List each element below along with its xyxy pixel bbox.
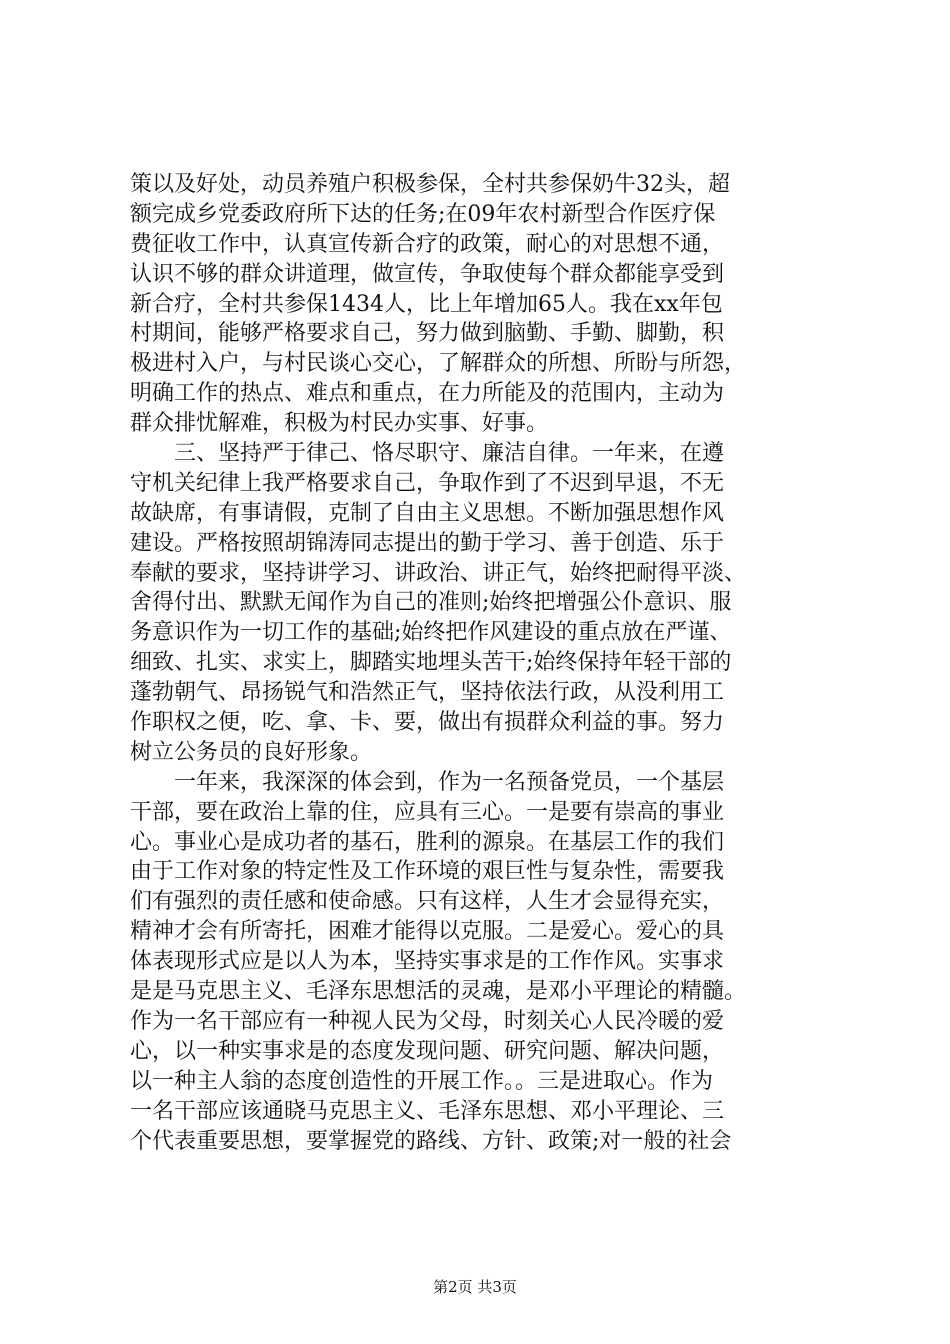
text-line: 精神才会有所寄托，困难才能得以克服。二是爱心。爱心的具	[130, 919, 725, 945]
text-line: 心。事业心是成功者的基石，胜利的源泉。在基层工作的我们	[130, 829, 725, 855]
text-line: 心，以一种实事求是的态度发现问题、研究问题、解决问题，	[130, 1038, 725, 1064]
text-line: 树立公务员的良好形象。	[130, 739, 373, 765]
text-line: 蓬勃朝气、昂扬锐气和浩然正气，坚持依法行政，从没利用工	[130, 680, 725, 706]
text-line: 新合疗，全村共参保1434人，比上年增加65人。我在xx年包	[130, 291, 723, 317]
text-line: 作为一名干部应有一种视人民为父母，时刻关心人民冷暖的爱	[130, 1008, 725, 1034]
text-line: 一名干部应该通晓马克思主义、毛泽东思想、邓小平理论、三	[130, 1098, 725, 1124]
text-line: 额完成乡党委政府所下达的任务;在09年农村新型合作医疗保	[130, 201, 716, 227]
text-line: 务意识作为一切工作的基础;始终把作风建设的重点放在严谨、	[130, 620, 732, 646]
text-line: 们有强烈的责任感和使命感。只有这样，人生才会显得充实，	[130, 889, 725, 915]
text-line: 以一种主人翁的态度创造性的开展工作。。三是进取心。作为	[130, 1068, 714, 1094]
text-line: 策以及好处，动员养殖户积极参保，全村共参保奶牛32头，超	[130, 172, 730, 197]
text-line: 费征收工作中，认真宣传新合疗的政策，耐心的对思想不通，	[130, 231, 725, 257]
text-line: 细致、扎实、求实上，脚踏实地埋头苦干;始终保持年轻干部的	[130, 650, 732, 676]
text-line: 是是马克思主义、毛泽东思想活的灵魂，是邓小平理论的精髓。	[130, 979, 747, 1005]
text-line: 体表现形式应是以人为本，坚持实事求是的工作作风。实事求	[130, 949, 725, 975]
text-line: 明确工作的热点、难点和重点，在力所能及的范围内，主动为	[130, 381, 725, 407]
text-line: 建设。严格按照胡锦涛同志提出的勤于学习、善于创造、乐于	[130, 530, 725, 556]
text-line: 一年来，我深深的体会到，作为一名预备党员，一个基层	[130, 769, 725, 795]
text-line: 干部，要在政治上靠的住，应具有三心。一是要有崇高的事业	[130, 799, 725, 825]
text-line: 个代表重要思想，要掌握党的路线、方针、政策;对一般的社会	[130, 1128, 732, 1154]
page-footer: 第2页 共3页	[433, 1278, 517, 1296]
text-line: 村期间，能够严格要求自己，努力做到脑勤、手勤、脚勤，积	[130, 321, 725, 347]
text-line: 故缺席，有事请假，克制了自由主义思想。不断加强思想作风	[130, 500, 725, 526]
document-body	[130, 170, 830, 1156]
text-line: 认识不够的群众讲道理，做宣传，争取使每个群众都能享受到	[130, 261, 725, 287]
text-line: 三、坚持严于律己、恪尽职守、廉洁自律。一年来，在遵	[130, 441, 725, 467]
text-line: 舍得付出、默默无闻作为自己的准则;始终把增强公仆意识、服	[130, 590, 732, 616]
text-line: 守机关纪律上我严格要求自己，争取作到了不迟到早退，不无	[130, 470, 725, 496]
text-line: 由于工作对象的特定性及工作环境的艰巨性与复杂性，需要我	[130, 859, 725, 885]
text-line: 奉献的要求，坚持讲学习、讲政治、讲正气，始终把耐得平淡、	[130, 560, 747, 586]
text-line: 作职权之便，吃、拿、卡、要，做出有损群众利益的事。努力	[130, 710, 725, 736]
text-line: 极进村入户，与村民谈心交心，了解群众的所想、所盼与所怨，	[130, 351, 747, 377]
text-line: 群众排忧解难，积极为村民办实事、好事。	[130, 411, 549, 437]
